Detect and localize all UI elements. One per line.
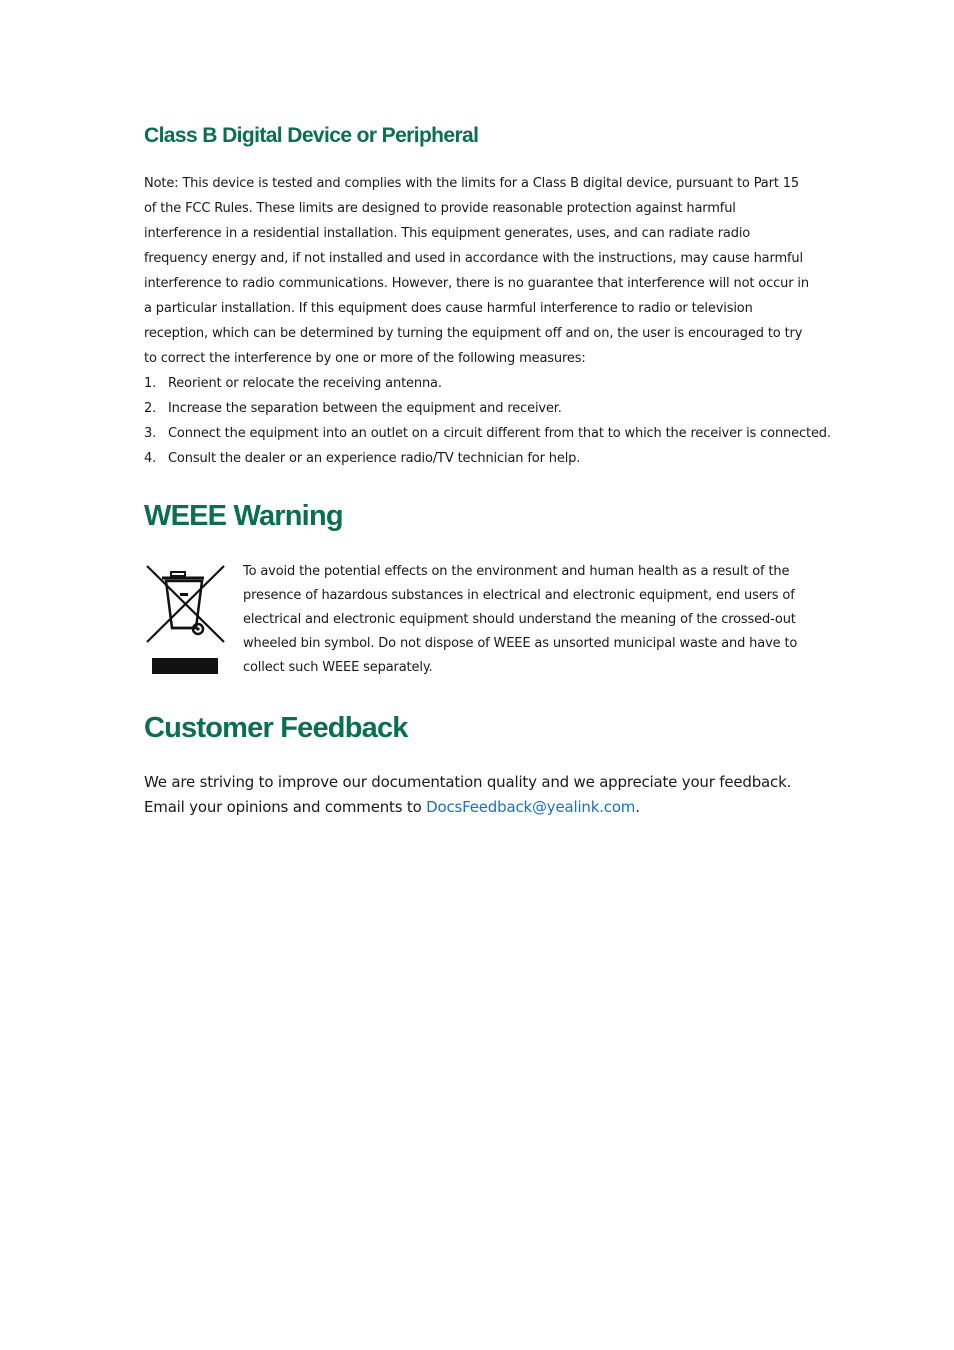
list-item-number: 3. [144,426,157,441]
fcc-section-title: Class B Digital Device or Peripheral [144,124,479,147]
crossed-out-wheeled-bin-icon [144,562,228,678]
list-item [144,396,814,421]
feedback-email-link[interactable]: DocsFeedback@yealink.com [426,798,636,816]
list-item-number: 1. [144,376,157,391]
feedback-text-before: We are striving to improve our documentation quality and we appreciate your feedback. Email your opinions and comments to [144,773,792,816]
feedback-text-after: . [635,798,640,816]
list-item-text: Reorient or relocate the receiving antenna. [168,376,442,391]
fcc-measures-list [144,371,831,471]
list-item-number: 4. [144,451,157,466]
list-item-number: 2. [144,401,157,416]
weee-paragraph: To avoid the potential effects on the environment and human health as a result of the presence of hazardous substances in electrical and electronic equipment, end users of electrical and electronic equipment should understand the meaning of the crossed-out wheeled bin symbol. Do not dispose of WEEE as unsorted municipal waste and have to collect such WEEE separately. [243,564,798,675]
list-item [144,371,814,396]
list-item [144,421,831,446]
list-item [144,446,814,471]
feedback-section-title: Customer Feedback [144,712,408,744]
weee-section-title: WEEE Warning [144,500,343,532]
list-item-text: Consult the dealer or an experience radio/TV technician for help. [168,451,581,466]
list-item-text: Increase the separation between the equipment and receiver. [168,401,562,416]
list-item-text: Connect the equipment into an outlet on a circuit different from that to which the receiver is connected. [168,426,831,441]
feedback-paragraph [144,770,814,820]
fcc-paragraph: Note: This device is tested and complies with the limits for a Class B digital device, pursuant to Part 15 of the FCC Rules. These limits are designed to provide reasonable protection against harmful interference in a residential installation. This equipment generates, uses, and can radiate radio frequency energy and, if not installed and used in accordance with the instructions, may cause harmful interference to radio communications. However, there is no guarantee that interference will not occur in a particular installation. If this equipment does cause harmful interference to radio or television reception, which can be determined by turning the equipment off and on, the user is encouraged to try to correct the interference by one or more of the following measures: [144,176,809,366]
